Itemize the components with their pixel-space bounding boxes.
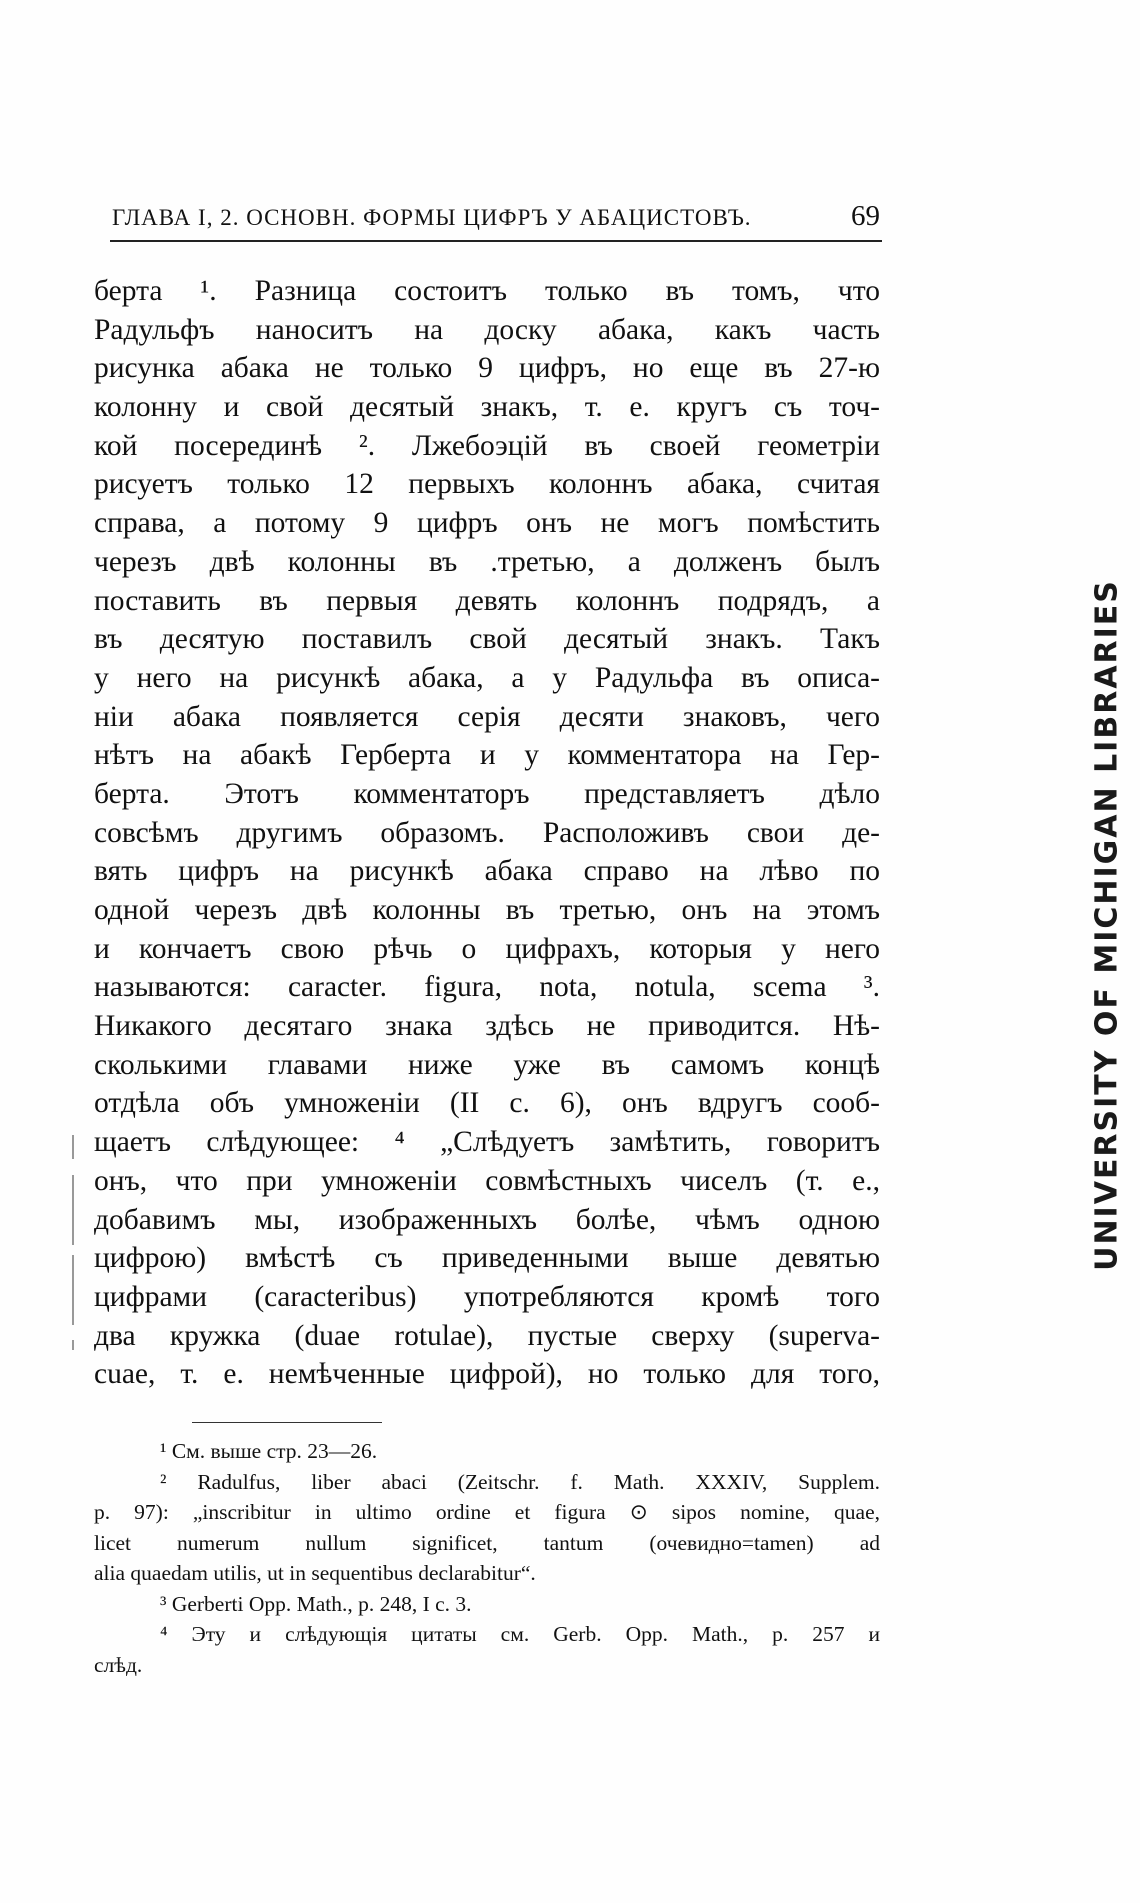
text-line: щаетъ слѣдующее: ⁴ „Слѣдуетъ замѣтить, говоритъ xyxy=(94,1126,880,1159)
text-line: рисуетъ только 12 первыхъ колоннъ абака, считая xyxy=(94,468,880,501)
text-line: цифрою) вмѣстѣ съ приведенными выше девятью xyxy=(94,1242,880,1275)
margin-mark xyxy=(72,1340,74,1350)
text-line: берта ¹. Разница состоитъ только въ томъ, что xyxy=(94,275,880,307)
library-stamp-text: UNIVERSITY OF MICHIGAN LIBRARIES xyxy=(1089,579,1125,1271)
text-line: нѣтъ на абакѣ Герберта и у комментатора на Гер- xyxy=(94,739,880,772)
footnote-line: ³ Gerberti Opp. Math., p. 248, I c. 3. xyxy=(160,1591,472,1616)
text-line: и кончаетъ свою рѣчь о цифрахъ, которыя у него xyxy=(94,932,880,965)
text-line: черезъ двѣ колонны въ .третью, а долженъ былъ xyxy=(94,545,880,578)
footnote-line: licet numerum nullum significet, tantum (очевидно=tamen) ad xyxy=(94,1530,880,1555)
text-line: у него на рисункѣ абака, а у Радульфа въ описа- xyxy=(94,661,880,694)
text-line: одной черезъ двѣ колонны въ третью, онъ на этомъ xyxy=(94,894,880,926)
text-line: называются: caracter. figura, nota, notula, scema ³. xyxy=(94,971,880,1004)
footnote-line: ¹ См. выше стр. 23—26. xyxy=(160,1439,378,1463)
text-line: ніи абака появляется серія десяти знаковъ, чего xyxy=(94,700,880,733)
library-stamp xyxy=(1089,565,1125,1285)
main-text xyxy=(94,272,880,1394)
margin-mark xyxy=(72,1255,74,1325)
footnote-line: alia quaedam utilis, ut in sequentibus declarabitur“. xyxy=(94,1561,536,1585)
text-line: кой посерединѣ ². Лжебоэцій въ своей геометріи xyxy=(94,429,880,462)
text-line: два кружка (duae rotulae), пустые сверху (superva- xyxy=(94,1319,880,1352)
text-line: Радульфъ наноситъ на доску абака, какъ часть xyxy=(94,313,880,346)
text-line: поставить въ первыя девять колоннъ подрядъ, а xyxy=(94,584,880,617)
running-title: ГЛАВА I, 2. ОСНОВН. ФОРМЫ ЦИФРЪ У АБАЦИСТОВЪ. xyxy=(112,205,752,230)
page-number: 69 xyxy=(851,200,880,232)
text-line: cuae, т. е. немѣченные цифрой), но только для того, xyxy=(94,1358,880,1391)
text-line: вять цифръ на рисункѣ абака справо на лѣво по xyxy=(94,855,880,888)
text-line: цифрами (caracteribus) употребляются кромѣ того xyxy=(94,1280,880,1313)
footnote-line: ⁴ Эту и слѣдующія цитаты см. Gerb. Opp. Math., p. 257 и xyxy=(160,1622,880,1646)
header-rule xyxy=(110,240,882,242)
text-line: берта. Этотъ комментаторъ представляетъ дѣло xyxy=(94,777,880,810)
text-line: онъ, что при умноженіи совмѣстныхъ чиселъ (т. е., xyxy=(94,1164,880,1197)
text-line: въ десятую поставилъ свой десятый знакъ. Такъ xyxy=(94,623,880,656)
text-line: Никакого десятаго знака здѣсь не приводится. Нѣ- xyxy=(94,1010,880,1043)
text-line: совсѣмъ другимъ образомъ. Расположивъ свои де- xyxy=(94,816,880,849)
text-line: добавимъ мы, изображенныхъ болѣе, чѣмъ одною xyxy=(94,1203,880,1236)
margin-mark xyxy=(72,1175,74,1245)
footnotes xyxy=(94,1436,880,1680)
text-line: сколькими главами ниже уже въ самомъ концѣ xyxy=(94,1048,880,1081)
footnote-line: ² Radulfus, liber abaci (Zeitschr. f. Math. XXXIV, Supplem. xyxy=(160,1469,880,1494)
margin-mark xyxy=(72,1135,74,1159)
running-header xyxy=(112,200,880,233)
text-line: отдѣла объ умноженіи (II с. 6), онъ вдругъ сооб- xyxy=(94,1087,880,1120)
footnote-line: слѣд. xyxy=(94,1652,143,1677)
text-line: справа, а потому 9 цифръ онъ не могъ помѣстить xyxy=(94,507,880,540)
footnote-rule xyxy=(192,1422,382,1423)
text-line: колонну и свой десятый знакъ, т. е. кругъ съ точ- xyxy=(94,391,880,424)
text-line: рисунка абака не только 9 цифръ, но еще въ 27-ю xyxy=(94,352,880,385)
footnote-line: p. 97): „inscribitur in ultimo ordine et figura ⊙ sipos nomine, quae, xyxy=(94,1500,880,1524)
